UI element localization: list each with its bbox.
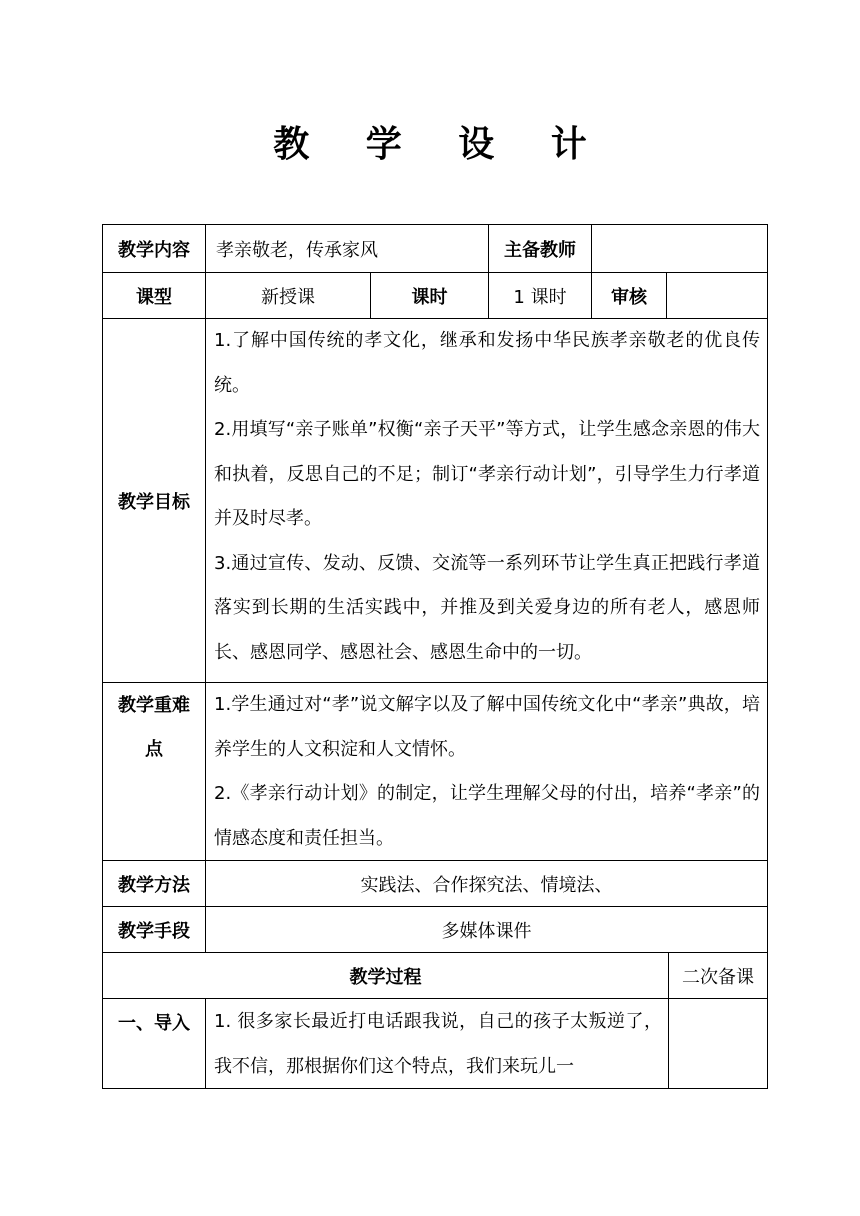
table-border — [205, 998, 206, 1088]
class-hours-value: 1 课时 — [513, 286, 567, 308]
class-hours-label: 课时 — [411, 286, 448, 308]
lead-teacher-label: 主备教师 — [504, 239, 576, 261]
objective-item: 1.了解中国传统的孝文化，继承和发扬中华民族孝亲敬老的优良传统。 — [214, 330, 760, 396]
intro-label: 一、导入 — [118, 1013, 190, 1034]
objectives-label: 教学目标 — [118, 491, 190, 513]
process-header: 教学过程 — [349, 966, 422, 988]
lesson-type-label: 课型 — [136, 286, 172, 308]
content-label: 教学内容 — [118, 239, 190, 261]
methods-label: 教学方法 — [118, 874, 190, 896]
objective-item: 3.通过宣传、发动、反馈、交流等一系列环节让学生真正把践行孝道落实到长期的生活实践中，并推及到关爱身边的所有老人，感恩师长、感恩同学、感恩社会、感恩生命中的一切。 — [214, 552, 760, 663]
means-label: 教学手段 — [118, 920, 190, 942]
key-point-item: 2.《孝亲行动计划》的制定，让学生理解父母的付出，培养“孝亲”的情感态度和责任担当。 — [214, 783, 760, 849]
review-value — [667, 273, 767, 318]
intro-text: 1. 很多家长最近打电话跟我说，自己的孩子太叛逆了，我不信，那根据你们这个特点，我们来玩儿一 — [214, 1011, 662, 1077]
key-point-item: 1.学生通过对“孝”说文解字以及了解中国传统文化中“孝亲”典故，培养学生的人文积淀和人文情怀。 — [214, 694, 760, 760]
objectives-text — [214, 319, 760, 675]
means-value: 多媒体课件 — [441, 920, 532, 942]
table-border — [205, 224, 206, 952]
methods-value: 实践法、合作探究法、情境法、 — [360, 874, 613, 896]
key-points-text — [214, 683, 760, 861]
review-label: 审核 — [611, 286, 647, 308]
lead-teacher-value — [592, 225, 767, 272]
objective-item: 2.用填写“亲子账单”权衡“亲子天平”等方式，让学生感念亲恩的伟大和执着，反思自己的不足；制订“孝亲行动计划”，引导学生力行孝道并及时尽孝。 — [214, 419, 760, 529]
page-title: 教 学 设 计 — [273, 124, 609, 165]
key-points-label: 教学重难点 — [118, 695, 190, 760]
lesson-type-value: 新授课 — [261, 286, 315, 308]
secondary-prep-header: 二次备课 — [682, 966, 754, 988]
lesson-topic: 孝亲敬老，传承家风 — [216, 239, 378, 261]
table-border — [102, 1088, 768, 1089]
table-border — [767, 224, 768, 1089]
